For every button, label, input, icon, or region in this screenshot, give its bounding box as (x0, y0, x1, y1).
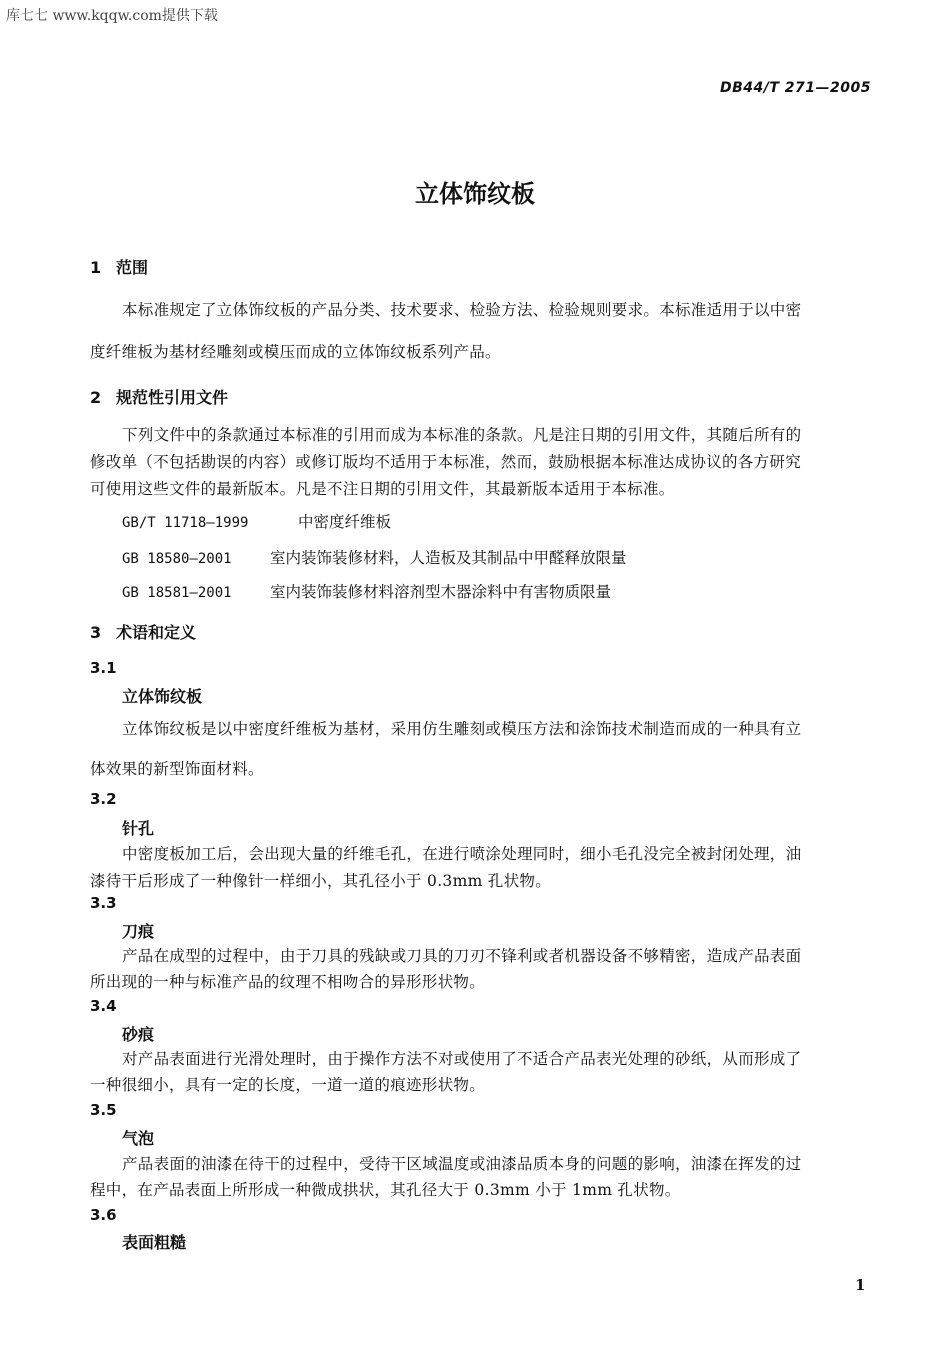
reference-item (122, 510, 391, 532)
paragraph-line: 一种很细小，具有一定的长度，一道一道的痕迹形状物。 (90, 1076, 486, 1094)
section-title: 规范性引用文件 (116, 388, 229, 407)
section-1-heading (90, 255, 148, 278)
paragraph-line: 体效果的新型饰面材料。 (90, 760, 264, 778)
reference-item (122, 580, 611, 602)
page-title: 立体饰纹板 (415, 180, 535, 208)
term-name: 表面粗糙 (122, 1233, 187, 1252)
paragraph-line: 产品在成型的过程中，由于刀具的残缺或刀具的刀刃不锋利或者机器设备不够精密，造成产品表面 (122, 947, 802, 965)
section-number: 2 (90, 388, 102, 407)
reference-code: GB/T 11718—1999 (122, 515, 249, 531)
term-number: 3.1 (90, 659, 117, 677)
term-name: 砂痕 (122, 1025, 155, 1044)
paragraph-line: 修改单（不包括勘误的内容）或修订版均不适用于本标准，然而，鼓励根据本标准达成协议的各方研究 (90, 453, 802, 471)
reference-code: GB 18581—2001 (122, 585, 232, 601)
paragraph-line: 度纤维板为基材经雕刻或模压而成的立体饰纹板系列产品。 (90, 343, 501, 361)
paragraph-line: 程中，在产品表面上所形成一种微成拱状，其孔径大于 0.3mm 小于 1mm 孔状物。 (90, 1181, 681, 1199)
term-name: 针孔 (122, 819, 155, 838)
reference-item (122, 546, 627, 568)
section-number: 3 (90, 623, 102, 642)
page-number: 1 (855, 1276, 866, 1294)
paragraph-line: 下列文件中的条款通过本标准的引用而成为本标准的条款。凡是注日期的引用文件，其随后所有的 (122, 426, 802, 444)
standard-code: DB44/T 271—2005 (720, 80, 871, 96)
term-name: 立体饰纹板 (122, 687, 203, 706)
term-name: 刀痕 (122, 922, 155, 941)
paragraph-line: 漆待干后形成了一种像针一样细小，其孔径小于 0.3mm 孔状物。 (90, 872, 552, 890)
paragraph-line: 本标准规定了立体饰纹板的产品分类、技术要求、检验方法、检验规则要求。本标准适用于以中密 (122, 301, 802, 319)
reference-name: 中密度纤维板 (298, 513, 392, 531)
reference-name: 室内装饰装修材料，人造板及其制品中甲醛释放限量 (270, 549, 627, 567)
section-3-heading (90, 620, 196, 643)
paragraph-line: 对产品表面进行光滑处理时，由于操作方法不对或使用了不适合产品表光处理的砂纸，从而形成了 (122, 1050, 802, 1068)
watermark-text: 库七七 www.kqqw.com提供下载 (6, 8, 218, 24)
paragraph-line: 产品表面的油漆在待干的过程中，受待干区域温度或油漆品质本身的问题的影响，油漆在挥发的过 (122, 1155, 802, 1173)
term-name: 气泡 (122, 1129, 155, 1148)
paragraph-line: 立体饰纹板是以中密度纤维板为基材，采用仿生雕刻或模压方法和涂饰技术制造而成的一种具有立 (122, 720, 802, 738)
section-number: 1 (90, 258, 102, 277)
section-title: 范围 (116, 258, 149, 277)
reference-code: GB 18580—2001 (122, 551, 232, 567)
term-number: 3.5 (90, 1101, 117, 1119)
reference-name: 室内装饰装修材料溶剂型木器涂料中有害物质限量 (270, 583, 612, 601)
term-number: 3.4 (90, 997, 117, 1015)
paragraph-line: 所出现的一种与标准产品的纹理不相吻合的异形形状物。 (90, 973, 486, 991)
term-number: 3.2 (90, 790, 117, 808)
term-number: 3.3 (90, 894, 117, 912)
section-title: 术语和定义 (116, 623, 197, 642)
paragraph-line: 可使用这些文件的最新版本。凡是不注日期的引用文件，其最新版本适用于本标准。 (90, 480, 675, 498)
term-number: 3.6 (90, 1206, 117, 1224)
paragraph-line: 中密度板加工后，会出现大量的纤维毛孔，在进行喷涂处理同时，细小毛孔没完全被封闭处理，油 (122, 845, 802, 863)
section-2-heading (90, 385, 228, 408)
